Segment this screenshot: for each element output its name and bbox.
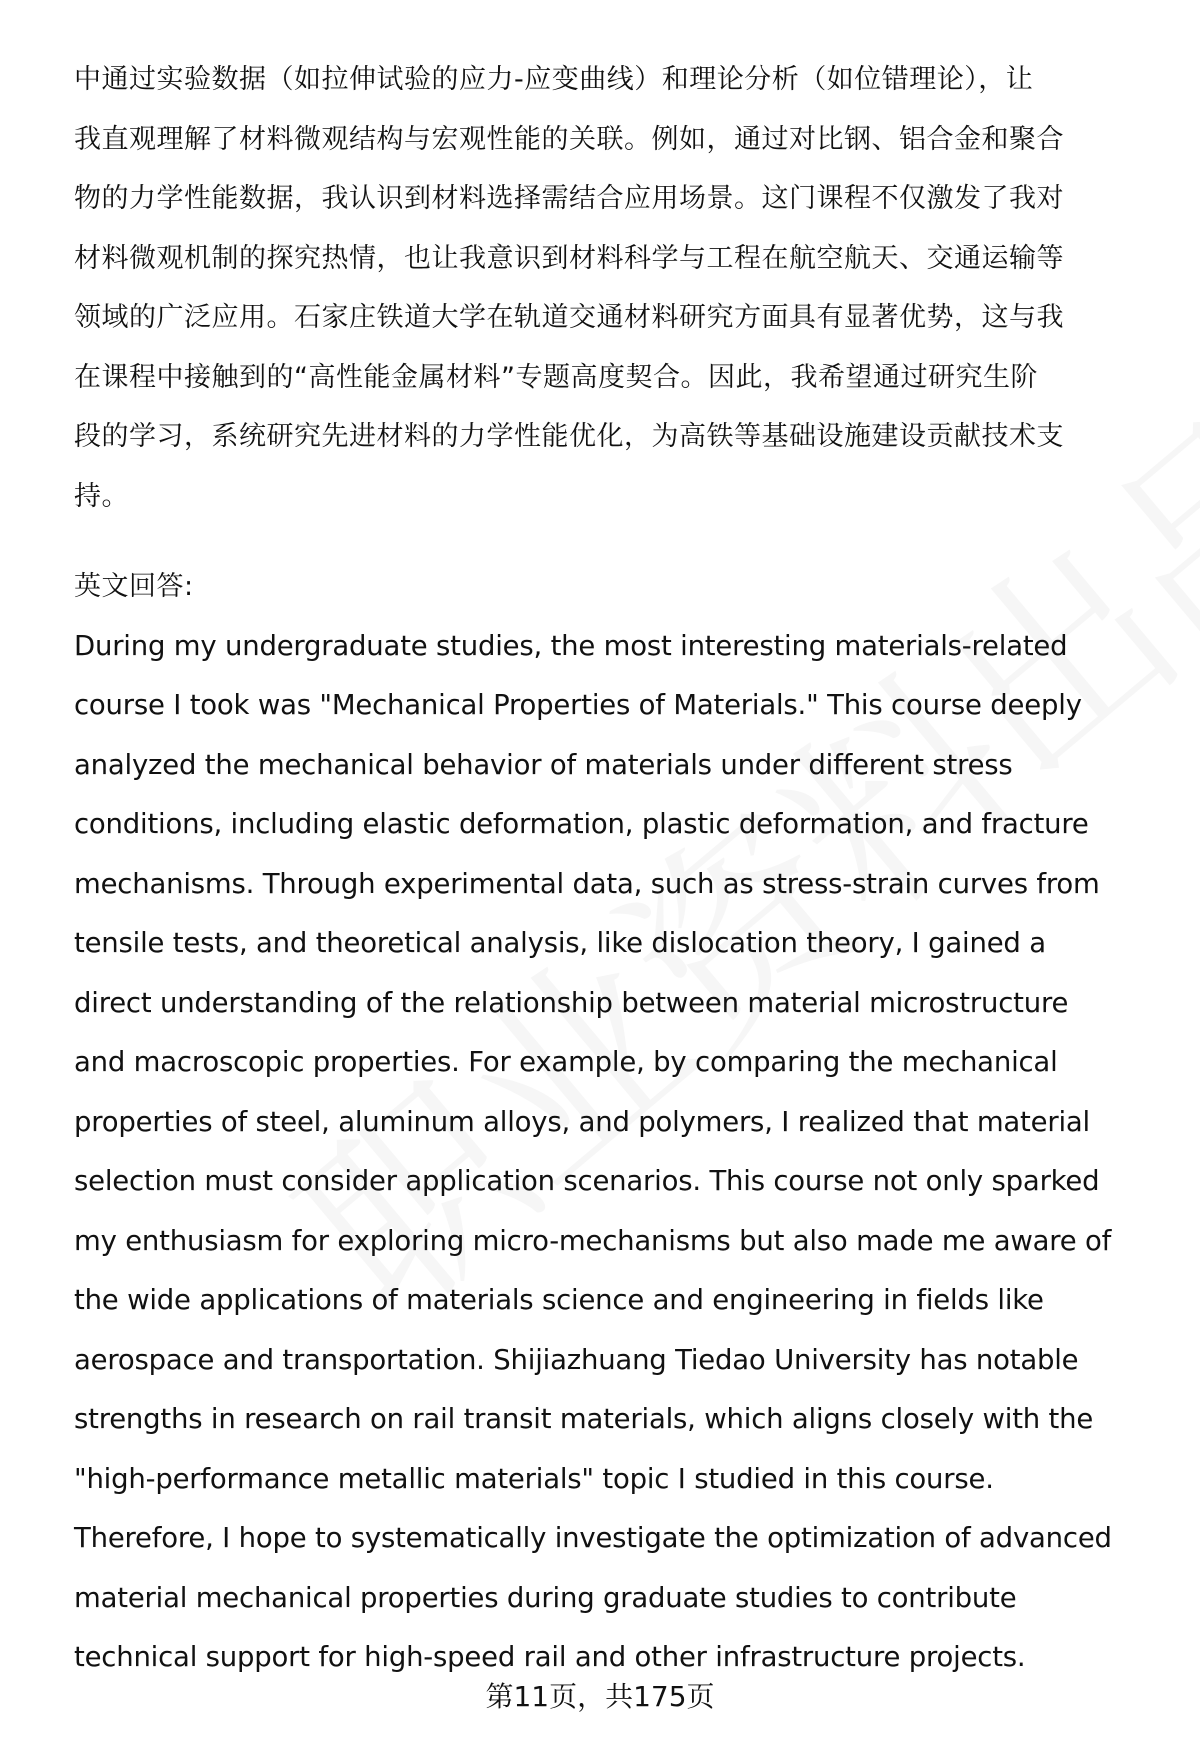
text-line: 持。 bbox=[74, 480, 129, 512]
text-line: 中通过实验数据（如拉伸试验的应力-应变曲线）和理论分析（如位错理论），让 bbox=[74, 64, 1034, 95]
text-line: material mechanical properties during graduate studies to contribute bbox=[74, 1581, 1017, 1614]
text-line: aerospace and transportation. Shijiazhuang Tiedao University has notable bbox=[74, 1343, 1079, 1376]
chinese-paragraph bbox=[74, 50, 1174, 526]
text-line: During my undergraduate studies, the most interesting materials-related bbox=[74, 629, 1068, 662]
text-line: direct understanding of the relationship between material microstructure bbox=[74, 986, 1069, 1019]
english-answer-label: 英文回答: bbox=[74, 571, 194, 602]
text-line: technical support for high-speed rail and other infrastructure projects. bbox=[74, 1641, 1026, 1673]
text-line: 段的学习，系统研究先进材料的力学性能优化，为高铁等基础设施建设贡献技术支 bbox=[74, 421, 1064, 452]
text-line: 物的力学性能数据，我认识到材料选择需结合应用场景。这门课程不仅激发了我对 bbox=[74, 183, 1064, 214]
text-line: conditions, including elastic deformation, plastic deformation, and fracture bbox=[74, 808, 1089, 840]
text-line: Therefore, I hope to systematically investigate the optimization of advanced bbox=[74, 1522, 1112, 1554]
page-indicator: 第11页，共175页 bbox=[485, 1680, 715, 1713]
text-line: mechanisms. Through experimental data, such as stress-strain curves from bbox=[74, 867, 1100, 900]
text-line: the wide applications of materials science and engineering in fields like bbox=[74, 1284, 1044, 1316]
text-line: course I took was "Mechanical Properties of Materials." This course deeply bbox=[74, 689, 1082, 721]
text-line: 在课程中接触到的“高性能金属材料”专题高度契合。因此，我希望通过研究生阶 bbox=[74, 361, 1038, 393]
english-answer bbox=[74, 557, 1174, 1688]
text-line: properties of steel, aluminum alloys, and polymers, I realized that material bbox=[74, 1105, 1090, 1138]
text-line: and macroscopic properties. For example, by comparing the mechanical bbox=[74, 1046, 1058, 1078]
text-line: selection must consider application scenarios. This course not only sparked bbox=[74, 1165, 1100, 1197]
text-line: tensile tests, and theoretical analysis, like dislocation theory, I gained a bbox=[74, 927, 1046, 959]
text-line: "high-performance metallic materials" topic I studied in this course. bbox=[74, 1462, 994, 1495]
text-line: 材料微观机制的探究热情，也让我意识到材料科学与工程在航空航天、交通运输等 bbox=[74, 242, 1064, 274]
text-line: my enthusiasm for exploring micro-mechanisms but also made me aware of bbox=[74, 1224, 1112, 1257]
text-line: strengths in research on rail transit materials, which aligns closely with the bbox=[74, 1403, 1094, 1435]
text-line: analyzed the mechanical behavior of materials under different stress bbox=[74, 748, 1013, 781]
text-line: 我直观理解了材料微观结构与宏观性能的关联。例如，通过对比钢、铝合金和聚合 bbox=[74, 123, 1064, 155]
text-line: 领域的广泛应用。石家庄铁道大学在轨道交通材料研究方面具有显著优势，这与我 bbox=[74, 302, 1064, 333]
